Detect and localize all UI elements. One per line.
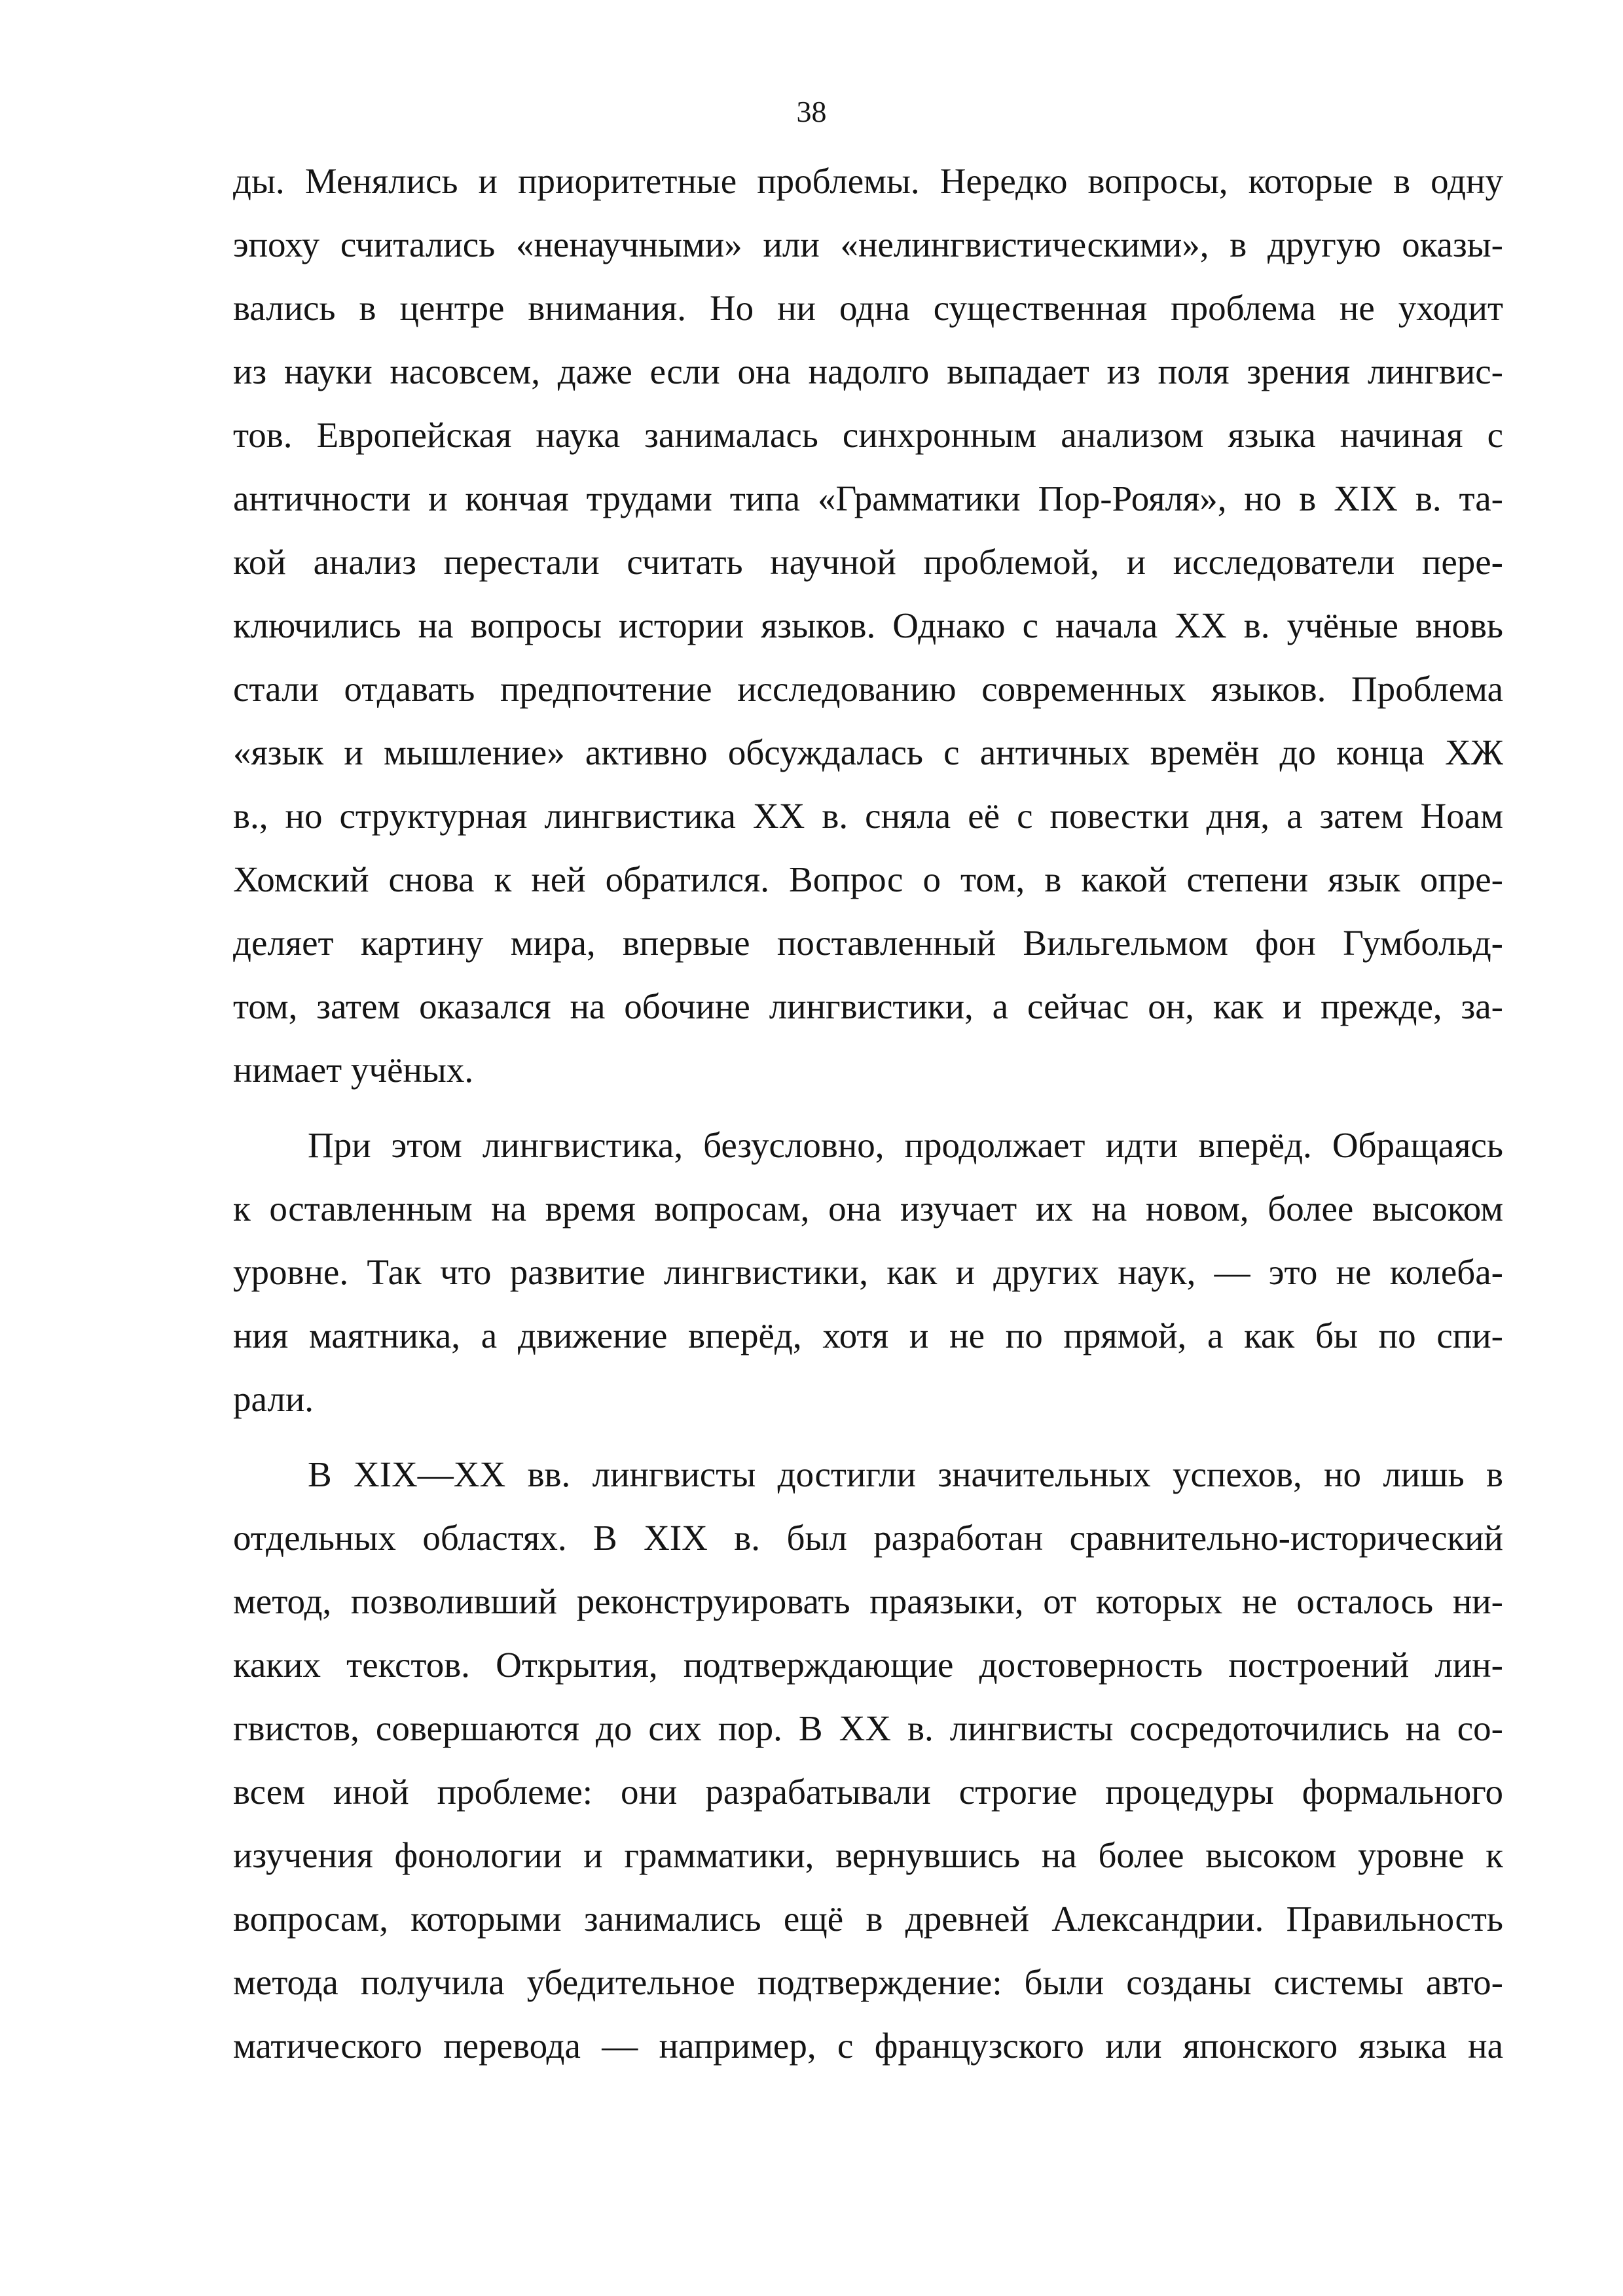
text-line: тов. Европейская наука занималась синхронным анализом языка начиная с [233, 415, 1503, 455]
text-line: изучения фонологии и грамматики, вернувшись на более высоком уровне к [233, 1835, 1503, 1875]
text-line: к оставленным на время вопросам, она изучает их на новом, более высоком [233, 1189, 1503, 1229]
text-line: При этом лингвистика, безусловно, продолжает идти вперёд. Обращаясь [308, 1125, 1503, 1165]
text-line: «язык и мышление» активно обсуждалась с античных времён до конца ХЖ [233, 732, 1503, 772]
text-line: рали. [233, 1379, 314, 1419]
text-line: стали отдавать предпочтение исследованию современных языков. Проблема [233, 669, 1503, 709]
text-line: кой анализ перестали считать научной проблемой, и исследователи пере- [233, 542, 1503, 582]
text-line: деляет картину мира, впервые поставленный Вильгельмом фон Гумбольд- [233, 923, 1503, 963]
text-line: матического перевода — например, с французского или японского языка на [233, 2026, 1503, 2066]
text-line: каких текстов. Открытия, подтверждающие достоверность построений лин- [233, 1645, 1503, 1685]
text-line: уровне. Так что развитие лингвистики, как и других наук, — это не колеба- [233, 1252, 1503, 1292]
text-line: нимает учёных. [233, 1050, 474, 1090]
text-line: вались в центре внимания. Но ни одна существенная проблема не уходит [233, 288, 1503, 328]
text-line: античности и кончая трудами типа «Грамматики Пор-Рояля», но в XIX в. та- [233, 478, 1503, 518]
text-line: ния маятника, а движение вперёд, хотя и не по прямой, а как бы по спи- [233, 1316, 1503, 1355]
text-line: эпоху считались «ненаучными» или «нелингвистическими», в другую оказы- [233, 224, 1503, 264]
text-line: отдельных областях. В XIX в. был разработан сравнительно-исторический [233, 1518, 1503, 1558]
text-line: вопросам, которыми занимались ещё в древней Александрии. Правильность [233, 1899, 1503, 1939]
text-line: метод, позволивший реконструировать праязыки, от которых не осталось ни- [233, 1581, 1503, 1621]
text-line: том, затем оказался на обочине лингвистики, а сейчас он, как и прежде, за- [233, 986, 1503, 1026]
text-line: Хомский снова к ней обратился. Вопрос о том, в какой степени язык опре- [233, 859, 1503, 899]
body-text [233, 149, 1503, 2077]
text-line: в., но структурная лингвистика XX в. сняла её с повестки дня, а затем Ноам [233, 796, 1503, 836]
text-line: метода получила убедительное подтверждение: были созданы системы авто- [233, 1962, 1503, 2002]
text-line: В XIX—XX вв. лингвисты достигли значительных успехов, но лишь в [308, 1454, 1503, 1494]
text-line: ды. Менялись и приоритетные проблемы. Нередко вопросы, которые в одну [233, 161, 1503, 201]
text-line: гвистов, совершаются до сих пор. В XX в. лингвисты сосредоточились на со- [233, 1708, 1503, 1748]
text-line: ключились на вопросы истории языков. Однако с начала XX в. учёные вновь [233, 605, 1503, 645]
text-line: всем иной проблеме: они разрабатывали строгие процедуры формального [233, 1772, 1503, 1812]
text-line: из науки насовсем, даже если она надолго выпадает из поля зрения лингвис- [233, 351, 1503, 391]
page-number: 38 [796, 95, 827, 128]
